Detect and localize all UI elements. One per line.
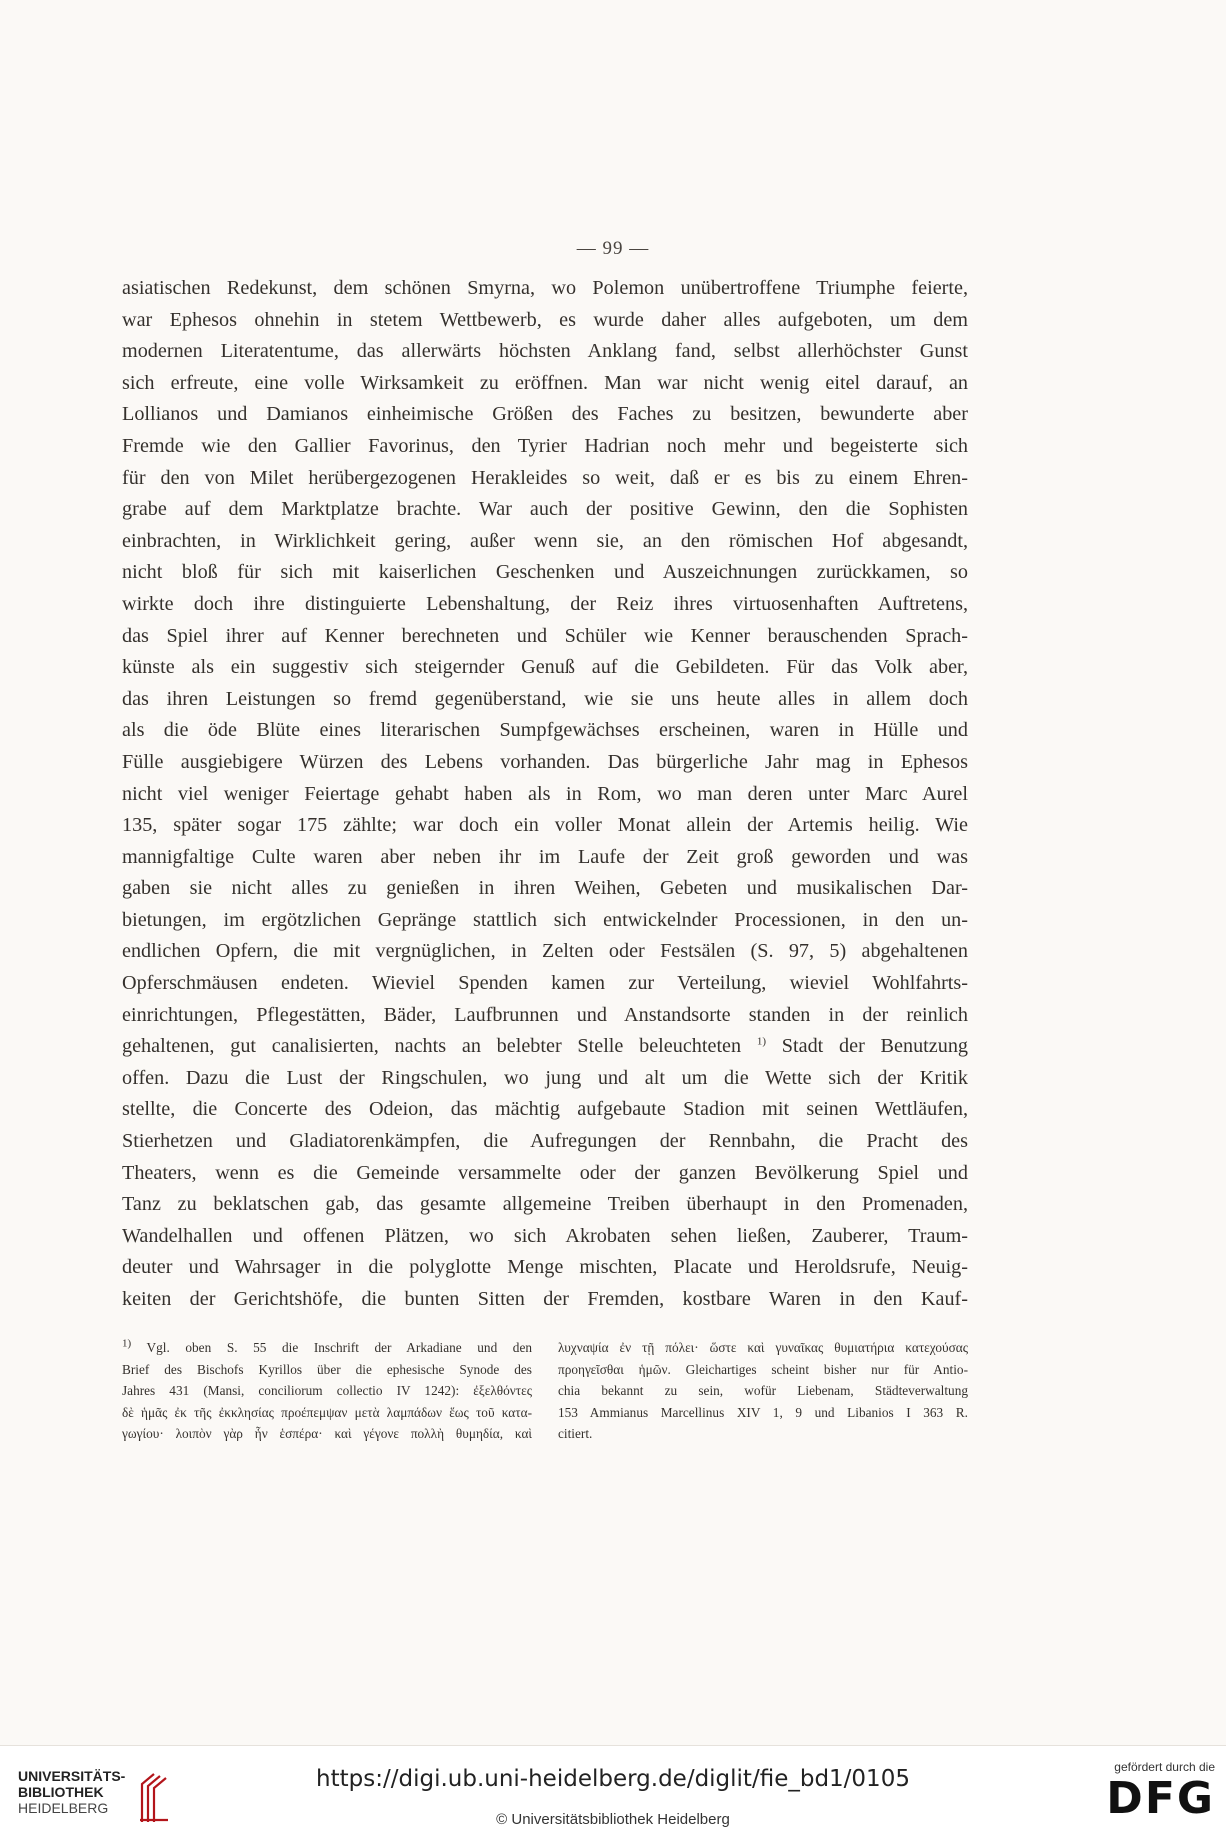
footnote-marker: 1) xyxy=(122,1337,132,1350)
library-emblem-icon xyxy=(124,1770,186,1824)
copyright-text: © Universitätsbibliothek Heidelberg xyxy=(496,1811,730,1828)
footnote-column-left xyxy=(122,1337,532,1445)
footnote-line: δὲ ἡμᾶς ἐκ τῆς ἐκκλησίας προέπεμψαν μετὰ λαμπάδων ἕως τοῦ κατα- xyxy=(122,1404,532,1420)
footnote-line: citiert. xyxy=(558,1426,593,1442)
text-line: als die öde Blüte eines literarischen Sumpfgewächses erscheinen, waren in Hülle und xyxy=(122,719,968,742)
footnote-line: γωγίου· λοιπὸν γὰρ ἦν ἑσπέρα· καὶ γέγονε πολλὴ θυμηδία, καὶ xyxy=(122,1426,532,1442)
main-text xyxy=(122,273,968,1316)
text-line: Theaters, wenn es die Gemeinde versammelte oder der ganzen Bevölkerung Spiel und xyxy=(122,1161,968,1184)
text-line: asiatischen Redekunst, dem schönen Smyrna, wo Polemon unübertroffene Triumphe feierte, xyxy=(122,277,968,299)
footnote-line: λυχναψία ἐν τῇ πόλει· ὥστε καὶ γυναῖκας θυμιατήρια κατεχούσας xyxy=(558,1340,968,1355)
footnote-text: Vgl. oben S. 55 die Inschrift der Arkadiane und den xyxy=(146,1340,532,1355)
text-segment: Stadt der Benutzung xyxy=(781,1035,969,1058)
text-line: Opferschmäusen endeten. Wieviel Spenden kamen zur Verteilung, wieviel Wohlfahrts- xyxy=(122,972,968,995)
funding-caption: gefördert durch die xyxy=(1114,1760,1215,1774)
text-line: nicht bloß für sich mit kaiserlichen Geschenken und Auszeichnungen zurückkamen, so xyxy=(122,561,968,584)
text-line: sich erfreute, eine volle Wirksamkeit zu eröffnen. Man war nicht wenig eitel darauf, an xyxy=(122,371,968,394)
text-line: das ihren Leistungen so fremd gegenüberstand, wie sie uns heute alles in allem doch xyxy=(122,687,968,710)
text-line: endlichen Opfern, die mit vergnüglichen, in Zelten oder Festsälen (S. 97, 5) abgehaltenen xyxy=(122,940,968,963)
funder-block xyxy=(1070,1760,1215,1830)
text-line: 135, später sogar 175 zählte; war doch ein voller Monat allein der Artemis heilig. Wie xyxy=(122,814,968,837)
text-segment: gehaltenen, gut canalisierten, nachts an belebter Stelle beleuchteten xyxy=(122,1035,742,1058)
library-name-line: UNIVERSITÄTS- xyxy=(18,1768,126,1784)
footnote-column-right xyxy=(558,1337,968,1445)
footnote-line: Brief des Bischofs Kyrillos über die ephesische Synode des xyxy=(122,1361,532,1377)
text-line: stellte, die Concerte des Odeion, das mächtig aufgebaute Stadion mit seinen Wettläufen, xyxy=(122,1098,968,1121)
text-line: für den von Milet herübergezogenen Herakleides so weit, daß er es bis zu einem Ehren- xyxy=(122,466,968,489)
text-line-with-footnote xyxy=(122,1031,968,1063)
footnote-line: chia bekannt zu sein, wofür Liebenam, Städteverwaltung xyxy=(558,1383,968,1399)
text-line: war Ephesos ohnehin in stetem Wettbewerb, es wurde daher alles aufgeboten, um dem xyxy=(122,308,968,331)
footnote-line: Jahres 431 (Mansi, conciliorum collectio IV 1242): ἐξελθόντες xyxy=(122,1383,532,1399)
text-line: Wandelhallen und offenen Plätzen, wo sich Akrobaten sehen ließen, Zauberer, Traum- xyxy=(122,1224,968,1247)
footnote-reference: 1) xyxy=(756,1035,767,1048)
page-number: — 99 — xyxy=(576,238,650,259)
text-line: Fremde wie den Gallier Favorinus, den Tyrier Hadrian noch mehr und begeisterte sich xyxy=(122,434,968,457)
footnote-line: 153 Ammianus Marcellinus XIV 1, 9 und Libanios I 363 R. xyxy=(558,1404,968,1420)
footer-bar xyxy=(0,1745,1226,1839)
text-line: modernen Literatentume, das allerwärts höchsten Anklang fand, selbst allerhöchster Gunst xyxy=(122,340,968,363)
text-line: das Spiel ihrer auf Kenner berechneten und Schüler wie Kenner berauschenden Sprach- xyxy=(122,624,968,647)
text-line: nicht viel weniger Feiertage gehabt haben als in Rom, wo man deren unter Marc Aurel xyxy=(122,782,968,805)
text-line: mannigfaltige Culte waren aber neben ihr im Laufe der Zeit groß geworden und was xyxy=(122,845,968,868)
text-line: bietungen, im ergötzlichen Gepränge stattlich sich entwickelnder Processionen, in den un- xyxy=(122,908,968,931)
footnote-line: προηγεῖσθαι ἡμῶν. Gleichartiges scheint bisher nur für Antio- xyxy=(558,1361,968,1377)
text-line: wirkte doch ihre distinguierte Lebenshaltung, der Reiz ihres virtuosenhaften Auftretens, xyxy=(122,592,968,615)
text-line: deuter und Wahrsager in die polyglotte Menge mischten, Placate und Heroldsrufe, Neuig- xyxy=(122,1256,968,1279)
text-line: keiten der Gerichtshöfe, die bunten Sitten der Fremden, kostbare Waren in den Kauf- xyxy=(122,1288,968,1310)
document-url-link[interactable]: https://digi.ub.uni-heidelberg.de/diglit/fie_bd1/0105 xyxy=(316,1766,910,1792)
dfg-logo: DFG xyxy=(1106,1773,1215,1824)
text-line: künste als ein suggestiv sich steigernder Genuß auf die Gebildeten. Für das Volk aber, xyxy=(122,656,968,679)
text-line: Tanz zu beklatschen gab, das gesamte allgemeine Treiben überhaupt in den Promenaden, xyxy=(122,1193,968,1216)
library-name-line: HEIDELBERG xyxy=(18,1800,109,1816)
text-line: einrichtungen, Pflegestätten, Bäder, Laufbrunnen und Anstandsorte standen in der reinlich xyxy=(122,1003,968,1026)
text-line: Stierhetzen und Gladiatorenkämpfen, die Aufregungen der Rennbahn, die Pracht des xyxy=(122,1130,968,1153)
text-line: Fülle ausgiebigere Würzen des Lebens vorhanden. Das bürgerliche Jahr mag in Ephesos xyxy=(122,750,968,773)
text-line: grabe auf dem Marktplatze brachte. War auch der positive Gewinn, den die Sophisten xyxy=(122,498,968,521)
library-logo xyxy=(18,1768,188,1824)
library-name-line: BIBLIOTHEK xyxy=(18,1784,104,1800)
footnote-line xyxy=(122,1337,532,1359)
text-line: Lollianos und Damianos einheimische Größen des Faches zu besitzen, bewunderte aber xyxy=(122,403,968,426)
text-line: offen. Dazu die Lust der Ringschulen, wo jung und alt um die Wette sich der Kritik xyxy=(122,1066,968,1089)
text-line: einbrachten, in Wirklichkeit gering, außer wenn sie, an den römischen Hof abgesandt, xyxy=(122,529,968,552)
text-line: gaben sie nicht alles zu genießen in ihren Weihen, Gebeten und musikalischen Dar- xyxy=(122,877,968,900)
